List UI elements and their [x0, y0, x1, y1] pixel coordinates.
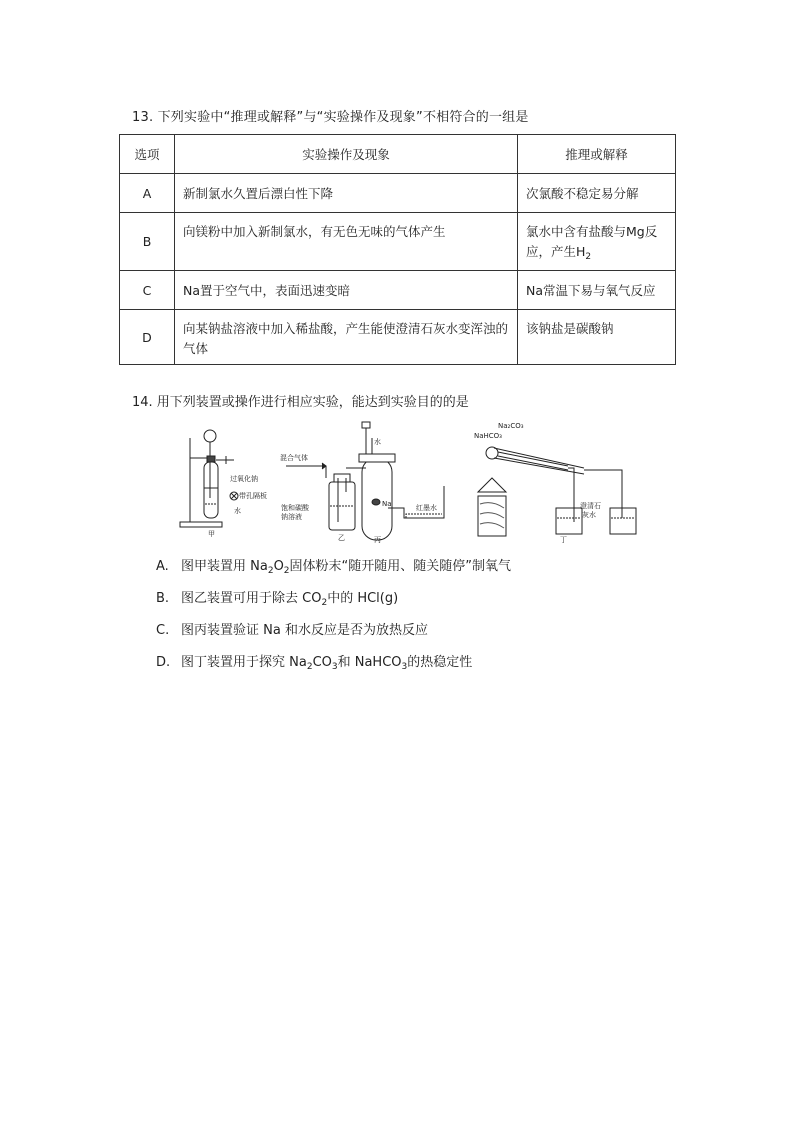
- row-operation: 向某钠盐溶液中加入稀盐酸，产生能使澄清石灰水变浑浊的气体: [175, 310, 518, 365]
- row-option: A: [120, 174, 175, 213]
- table-header-row: [120, 135, 676, 174]
- label-water-2: 水: [374, 438, 381, 446]
- option-text: 图乙装置可用于除去 $CO_2$中的 HCl(g): [181, 591, 399, 608]
- table-row: [120, 271, 676, 310]
- apparatus-ding: [474, 422, 636, 544]
- option-a: [156, 557, 511, 589]
- header-reason: 推理或解释: [518, 135, 676, 174]
- row-option: D: [120, 310, 175, 365]
- option-text: 图甲装置用 $Na_2O_2$固体粉末“随开随用、随关随停”制氧气: [181, 559, 512, 576]
- label-saturated-1: 饱和碳酸: [281, 504, 309, 512]
- label-water: 水: [234, 507, 241, 515]
- option-text: 图丙装置验证 Na 和水反应是否为放热反应: [181, 623, 428, 638]
- option-b: [156, 589, 511, 621]
- option-text: 图丁装置用于探究 $Na_2CO_3$和 NaHCO$_3$的热稳定性: [181, 655, 473, 672]
- label-na: Na: [382, 500, 392, 508]
- option-c: [156, 621, 511, 653]
- table-row: [120, 213, 676, 271]
- label-bing: 丙: [374, 536, 381, 544]
- question-13-title: 13. 下列实验中“推理或解释”与“实验操作及现象”不相符合的一组是: [132, 110, 529, 125]
- question-14-options: [156, 557, 511, 685]
- option-d: [156, 653, 511, 685]
- apparatus-bing: [359, 422, 444, 544]
- label-na2co3: Na₂CO₃: [498, 422, 524, 430]
- row-reason: 该钠盐是碳酸钠: [518, 310, 676, 365]
- apparatus-yi: [280, 453, 366, 542]
- row-operation: 新制氯水久置后漂白性下降: [175, 174, 518, 213]
- apparatus-figure: [176, 418, 658, 546]
- row-reason: [518, 213, 676, 271]
- label-jia: 甲: [208, 530, 215, 538]
- row-reason: 次氯酸不稳定易分解: [518, 174, 676, 213]
- question-14-title: 14. 用下列装置或操作进行相应实验，能达到实验目的的是: [132, 395, 469, 410]
- label-limewater-2: 灰水: [582, 511, 596, 519]
- option-letter: D.: [156, 655, 171, 670]
- row-operation: 向镁粉中加入新制氯水，有无色无味的气体产生: [175, 213, 518, 271]
- header-option: 选项: [120, 135, 175, 174]
- label-peroxide: 过氧化钠: [230, 475, 258, 483]
- row-operation: Na置于空气中，表面迅速变暗: [175, 271, 518, 310]
- option-letter: B.: [156, 591, 170, 606]
- label-yi: 乙: [338, 534, 345, 542]
- table-row: [120, 174, 676, 213]
- label-saturated-2: 钠溶液: [281, 513, 302, 521]
- label-red-ink: 红墨水: [416, 504, 437, 512]
- header-operation: 实验操作及现象: [175, 135, 518, 174]
- option-letter: C.: [156, 623, 170, 638]
- label-ding: 丁: [560, 536, 567, 544]
- apparatus-jia: [180, 430, 267, 538]
- row-reason-line2: 应，产生$H_2$: [526, 244, 592, 262]
- question-13-table: [119, 134, 676, 365]
- row-option: B: [120, 213, 175, 271]
- label-nahco3: NaHCO₃: [474, 432, 502, 440]
- label-limewater-1: 澄清石: [580, 502, 601, 510]
- label-porous-plate: 带孔隔板: [239, 492, 267, 500]
- label-mixed-gas: 混合气体: [280, 454, 308, 462]
- row-reason: Na常温下易与氧气反应: [518, 271, 676, 310]
- table-row: [120, 310, 676, 365]
- row-reason-line1: 氯水中含有盐酸与Mg反: [526, 224, 658, 239]
- row-option: C: [120, 271, 175, 310]
- option-letter: A.: [156, 559, 169, 574]
